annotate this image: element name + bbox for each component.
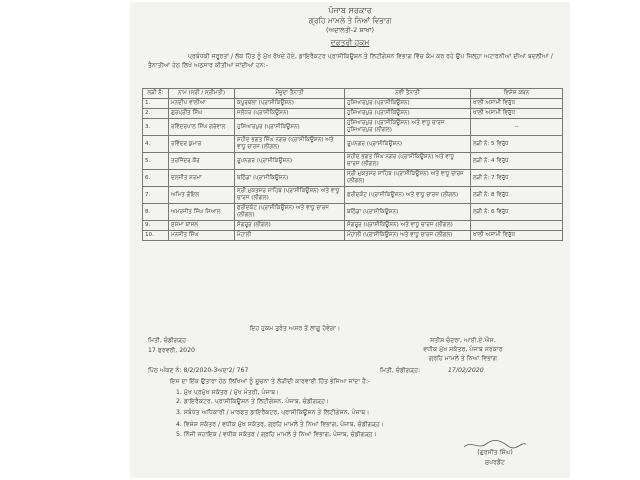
cell-new: ਫਰੀਦਕੋਟ (ਪ੍ਰਾਸੀਕਿਊਸ਼ਨ) ਅਤੇ ਵਾਧੂ ਚਾਰਜ (ਲੀਗਲ) <box>345 187 471 204</box>
table-row <box>143 170 563 187</box>
cell-current: ਕਪੂਰਥਲਾ (ਪ੍ਰਾਸੀਕਿਊਸ਼ਨ) <box>235 99 345 109</box>
col-header-remarks: ਵਿਸ਼ੇਸ਼ ਕਥਨ <box>471 89 563 99</box>
cell-serial: 5. <box>143 153 169 170</box>
cell-serial: 10. <box>143 231 169 241</box>
cell-serial: 8. <box>143 204 169 221</box>
cell-name: ਅਮਰਜੀਤ ਸਿੰਘ ਸਿਆਲ <box>169 204 235 221</box>
recipient-item: 1. ਮੁੱਖ ਪ੍ਰਮੁੱਖ ਸਕੱਤਰ / ਮੁੱਖ ਮੰਤਰੀ, ਪੰਜਾਬ। <box>176 389 280 396</box>
cell-serial: 9. <box>143 221 169 231</box>
recipient-item: 5. ਨਿੱਜੀ ਸਹਾਇਕ / ਵਧੀਕ ਸਕੱਤਰ / ਗ੍ਰਹਿ ਮਾਮਲੇ ਤੇ ਨਿਆਂ ਵਿਭਾਗ, ਪੰਜਾਬ, ਚੰਡੀਗੜ੍ਹ। <box>176 431 377 438</box>
cell-remarks: -- <box>471 119 563 136</box>
table-row <box>143 187 563 204</box>
cell-new: ਬਠਿੰਡਾ (ਪ੍ਰਾਸੀਕਿਊਸ਼ਨ) <box>345 204 471 221</box>
cell-new: ਸ੍ਰੀ ਮੁਕਤਸਰ ਸਾਹਿਬ (ਪ੍ਰਾਸੀਕਿਊਸ਼ਨ) ਅਤੇ ਵਾਧੂ ਚਾਰਜ (ਲੀਗਲ) <box>345 170 471 187</box>
header-department: ਗ੍ਰਹਿ ਮਾਮਲੇ ਤੇ ਨਿਆਂ ਵਿਭਾਗ <box>308 16 392 25</box>
cell-serial: 6. <box>143 170 169 187</box>
cell-current: ਸੰਗਰੂਰ (ਲੀਗਲ) <box>235 221 345 231</box>
table-row <box>143 136 563 153</box>
transfer-table <box>142 88 563 241</box>
intro-paragraph: ਪ੍ਰਬੰਧਕੀ ਜਰੂਰਤਾਂ / ਲੋਕ ਹਿੱਤ ਨੂੰ ਮੁੱਖ ਰੱਖਦੇ ਹੋਏ, ਡਾਇਰੈਕਟਰ ਪ੍ਰਾਸੀਕਿਊਸ਼ਨ ਤੇ ਲਿਟੀਗੇਸ਼ਨ ਵਿਭਾਗ ਵਿੱਚ ਕੰਮ ਕਰ ਰਹੇ ਉਪ ਜਿਲ੍ਹਾ ਅਟਾਰਨੀਆਂ ਦੀਆਂ ਬਦਲੀਆਂ / ਤੈਨਾਤੀਆਂ ਹੇਠ ਲਿਖੇ ਅਨੁਸਾਰ ਕੀਤੀਆਂ ਜਾਂਦੀਆਂ ਹਨ:- <box>148 53 553 69</box>
cell-name: ਦਲਜੀਤ ਸ਼ਰਮਾ <box>169 170 235 187</box>
cell-remarks: ਖਾਲੀ ਅਸਾਮੀ ਵਿਰੁੱਧ <box>471 231 563 241</box>
cell-new: ਹੁਸ਼ਿਆਰਪੁਰ (ਪ੍ਰਾਸੀਕਿਊਸ਼ਨ) <box>345 99 471 109</box>
cell-new: ਸੰਗਰੂਰ (ਪ੍ਰਾਸੀਕਿਊਸ਼ਨ) ਅਤੇ ਵਾਧੂ ਚਾਰਜ (ਲੀਗਲ) <box>345 221 471 231</box>
superintendent-name: (ਗੁਰਜੀਤ ਸਿੰਘ) <box>477 449 513 456</box>
cell-new: ਹੁਸ਼ਿਆਰਪੁਰ (ਪ੍ਰਾਸੀਕਿਊਸ਼ਨ) <box>345 109 471 119</box>
col-header-name: ਨਾਮ (ਸ੍ਰੀ / ਸ੍ਰੀਮਤੀ) <box>169 89 235 99</box>
cell-new: ਰੂਪਨਗਰ (ਪ੍ਰਾਸੀਕਿਊਸ਼ਨ) <box>345 136 471 153</box>
cell-name: ਮਨਜੀਤ ਸਿੰਘ <box>169 231 235 241</box>
cell-current: ਬਠਿੰਡਾ (ਪ੍ਰਾਸੀਕਿਊਸ਼ਨ) <box>235 170 345 187</box>
cell-current: ਸ਼ਹੀਦ ਭਗਤ ਸਿੰਘ ਨਗਰ (ਪ੍ਰਾਸੀਕਿਊਸ਼ਨ) ਅਤੇ ਵਾਧੂ ਚਾਰਜ (ਲੀਗਲ) <box>235 136 345 153</box>
cell-current: ਹੁਸ਼ਿਆਰਪੁਰ (ਪ੍ਰਾਸੀਕਿਊਸ਼ਨ) <box>235 119 345 136</box>
cell-name: ਅਮਿਤ ਗੋਇਲ <box>169 187 235 204</box>
col-header-current-posting: ਮੌਜੂਦਾ ਤੈਨਾਤੀ <box>235 89 345 99</box>
header-government: ਪੰਜਾਬ ਸਰਕਾਰ <box>328 6 372 15</box>
document-page <box>130 2 570 478</box>
signatory-designation: ਵਧੀਕ ਮੁੱਖ ਸਕੱਤਰ, ਪੰਜਾਬ ਸਰਕਾਰ <box>423 346 503 353</box>
signatory-department: ਗ੍ਰਹਿ ਮਾਮਲੇ ਤੇ ਨਿਆਂ ਵਿਭਾਗ <box>428 355 498 362</box>
col-header-new-posting: ਨਵੀਂ ਤੈਨਾਤੀ <box>345 89 471 99</box>
endorsement-date: 17/02/2020 <box>448 367 484 374</box>
cell-current: ਫਰੀਦਕੋਟ (ਪ੍ਰਾਸੀਕਿਊਸ਼ਨ) ਅਤੇ ਵਾਧੂ ਚਾਰਜ (ਲੀਗਲ) <box>235 204 345 221</box>
cell-name: ਸੁਸ਼ਮਾ ਬਾਂਸਲ <box>169 221 235 231</box>
cell-serial: 1. <box>143 99 169 109</box>
col-header-serial: ਲੜੀ ਨੰ: <box>143 89 169 99</box>
cell-remarks: ਖਾਲੀ ਅਸਾਮੀ ਵਿਰੁੱਧ <box>471 109 563 119</box>
order-date: 17 ਫਰਵਰੀ, 2020 <box>148 347 195 354</box>
cell-current: ਮੋਹਾਲੀ <box>235 231 345 241</box>
cell-current: ਰੂਪਨਗਰ (ਪ੍ਰਾਸੀਕਿਊਸ਼ਨ) <box>235 153 345 170</box>
table-row <box>143 109 563 119</box>
cell-remarks: ਲੜੀ ਨੰ: 4 ਵਿਰੁੱਧ <box>471 153 563 170</box>
recipient-item: 4. ਵਿਸ਼ੇਸ਼ ਸਕੱਤਰ / ਵਧੀਕ ਮੁੱਖ ਸਕੱਤਰ, ਗ੍ਰਹਿ ਮਾਮਲੇ ਤੇ ਨਿਆਂ ਵਿਭਾਗ, ਪੰਜਾਬ, ਚੰਡੀਗੜ੍ਹ। <box>176 421 385 428</box>
table-row <box>143 204 563 221</box>
table-row <box>143 119 563 136</box>
cell-remarks: ਲੜੀ ਨੰ: 5 ਵਿਰੁੱਧ <box>471 136 563 153</box>
cell-remarks: ਲੜੀ ਨੰ: 6 ਵਿਰੁੱਧ <box>471 204 563 221</box>
header-branch: (ਅਦਾਲਤੀ-2 ਸ਼ਾਖਾ) <box>325 26 375 34</box>
cell-new: ਸ਼ਹੀਦ ਭਗਤ ਸਿੰਘ ਨਗਰ (ਪ੍ਰਾਸੀਕਿਊਸ਼ਨ) ਅਤੇ ਵਾਧੂ ਚਾਰਜ (ਲੀਗਲ) <box>345 153 471 170</box>
cell-remarks <box>471 221 563 231</box>
cell-serial: 3. <box>143 119 169 136</box>
cell-remarks: ਲੜੀ ਨੰ: 8 ਵਿਰੁੱਧ <box>471 187 563 204</box>
place-label: ਮਿਤੀ, ਚੰਡੀਗੜ੍ਹ <box>148 337 187 344</box>
order-title: ਦਫ਼ਤਰੀ ਹੁਕਮ <box>330 38 370 47</box>
endorsement-date-label: ਮਿਤੀ, ਚੰਡੀਗੜ੍ਹ: <box>380 367 421 374</box>
recipient-item: 2. ਡਾਇਰੈਕਟਰ, ਪ੍ਰਾਸੀਕਿਊਸ਼ਨ ਤੇ ਲਿਟੀਗੇਸ਼ਨ, ਪੰਜਾਬ, ਚੰਡੀਗੜ੍ਹ। <box>176 398 330 405</box>
table-header-row <box>143 89 563 99</box>
table-row <box>143 221 563 231</box>
cell-new: ਹੁਸ਼ਿਆਰਪੁਰ (ਪ੍ਰਾਸੀਕਿਊਸ਼ਨ) ਅਤੇ ਵਾਧੂ ਚਾਰਜ ਹੁਸ਼ਿਆਰਪੁਰ (ਲੀਗਲ) <box>345 119 471 136</box>
copy-intro: ਇਸ ਦਾ ਇੱਕ ਉਤਾਰਾ ਹੇਠ ਲਿਖਿਆਂ ਨੂੰ ਸੂਚਨਾ ਤੇ ਲੋੜੀਂਦੀ ਕਾਰਵਾਈ ਹਿੱਤ ਭੇਜਿਆ ਜਾਂਦਾ ਹੈ:- <box>170 378 371 385</box>
recipient-item: 3. ਸਬੰਧਤ ਅਧਿਕਾਰੀ / ਮਾਰਫਤ ਡਾਇਰੈਕਟਰ, ਪ੍ਰਾਸੀਕਿਊਸ਼ਨ ਤੇ ਲਿਟੀਗੇਸ਼ਨ, ਪੰਜਾਬ। <box>176 409 370 416</box>
table-row <box>143 231 563 241</box>
cell-name: ਤਰਜਿੰਦਰ ਕੌਰ <box>169 153 235 170</box>
cell-serial: 7. <box>143 187 169 204</box>
cell-new: ਮੋਹਾਲੀ (ਪ੍ਰਾਸੀਕਿਊਸ਼ਨ) ਅਤੇ ਵਾਧੂ ਚਾਰਜ (ਲੀਗਲ) <box>345 231 471 241</box>
cell-name: ਰਵਿੰਦਰਪਾਲ ਸਿੰਘ ਗਰੇਵਾਲ <box>169 119 235 136</box>
cell-serial: 2. <box>143 109 169 119</box>
endorsement-number: ਪਿੱਠ ਅੰਕਣ ਨੰ: 8/2/2020-3ਅਦਾ2/ 767 <box>148 367 249 374</box>
table-row <box>143 99 563 109</box>
table-row <box>143 153 563 170</box>
cell-serial: 4. <box>143 136 169 153</box>
cell-name: ਮਨਦੀਪ ਵਾਲੀਆ <box>169 99 235 109</box>
cell-name: ਰਵਿੰਦਰ ਕੁਮਾਰ <box>169 136 235 153</box>
cell-remarks: ਖਾਲੀ ਅਸਾਮੀ ਵਿਰੁੱਧ <box>471 99 563 109</box>
effect-line: ਇਹ ਹੁਕਮ ਤੁਰੰਤ ਅਸਰ ਤੋਂ ਲਾਗੂ ਹੋਵੇਗਾ। <box>250 325 341 332</box>
cell-remarks: ਲੜੀ ਨੰ: 7 ਵਿਰੁੱਧ <box>471 170 563 187</box>
cell-current: ਸ੍ਰੀ ਮੁਕਤਸਰ ਸਾਹਿਬ (ਪ੍ਰਾਸੀਕਿਊਸ਼ਨ) ਅਤੇ ਵਾਧੂ ਚਾਰਜ (ਲੀਗਲ) <box>235 187 345 204</box>
signatory-name: ਸਤੀਸ਼ ਚੰਦਰਾ, ਆਈ.ਏ.ਐਸ. <box>430 337 496 344</box>
cell-name: ਗੁਰਪ੍ਰੀਤ ਸਿੰਘ <box>169 109 235 119</box>
superintendent-designation: ਸੁਪਰਡੈਂਟ <box>485 459 505 466</box>
cell-current: ਜਲੰਧਰ (ਪ੍ਰਾਸੀਕਿਊਸ਼ਨ) <box>235 109 345 119</box>
